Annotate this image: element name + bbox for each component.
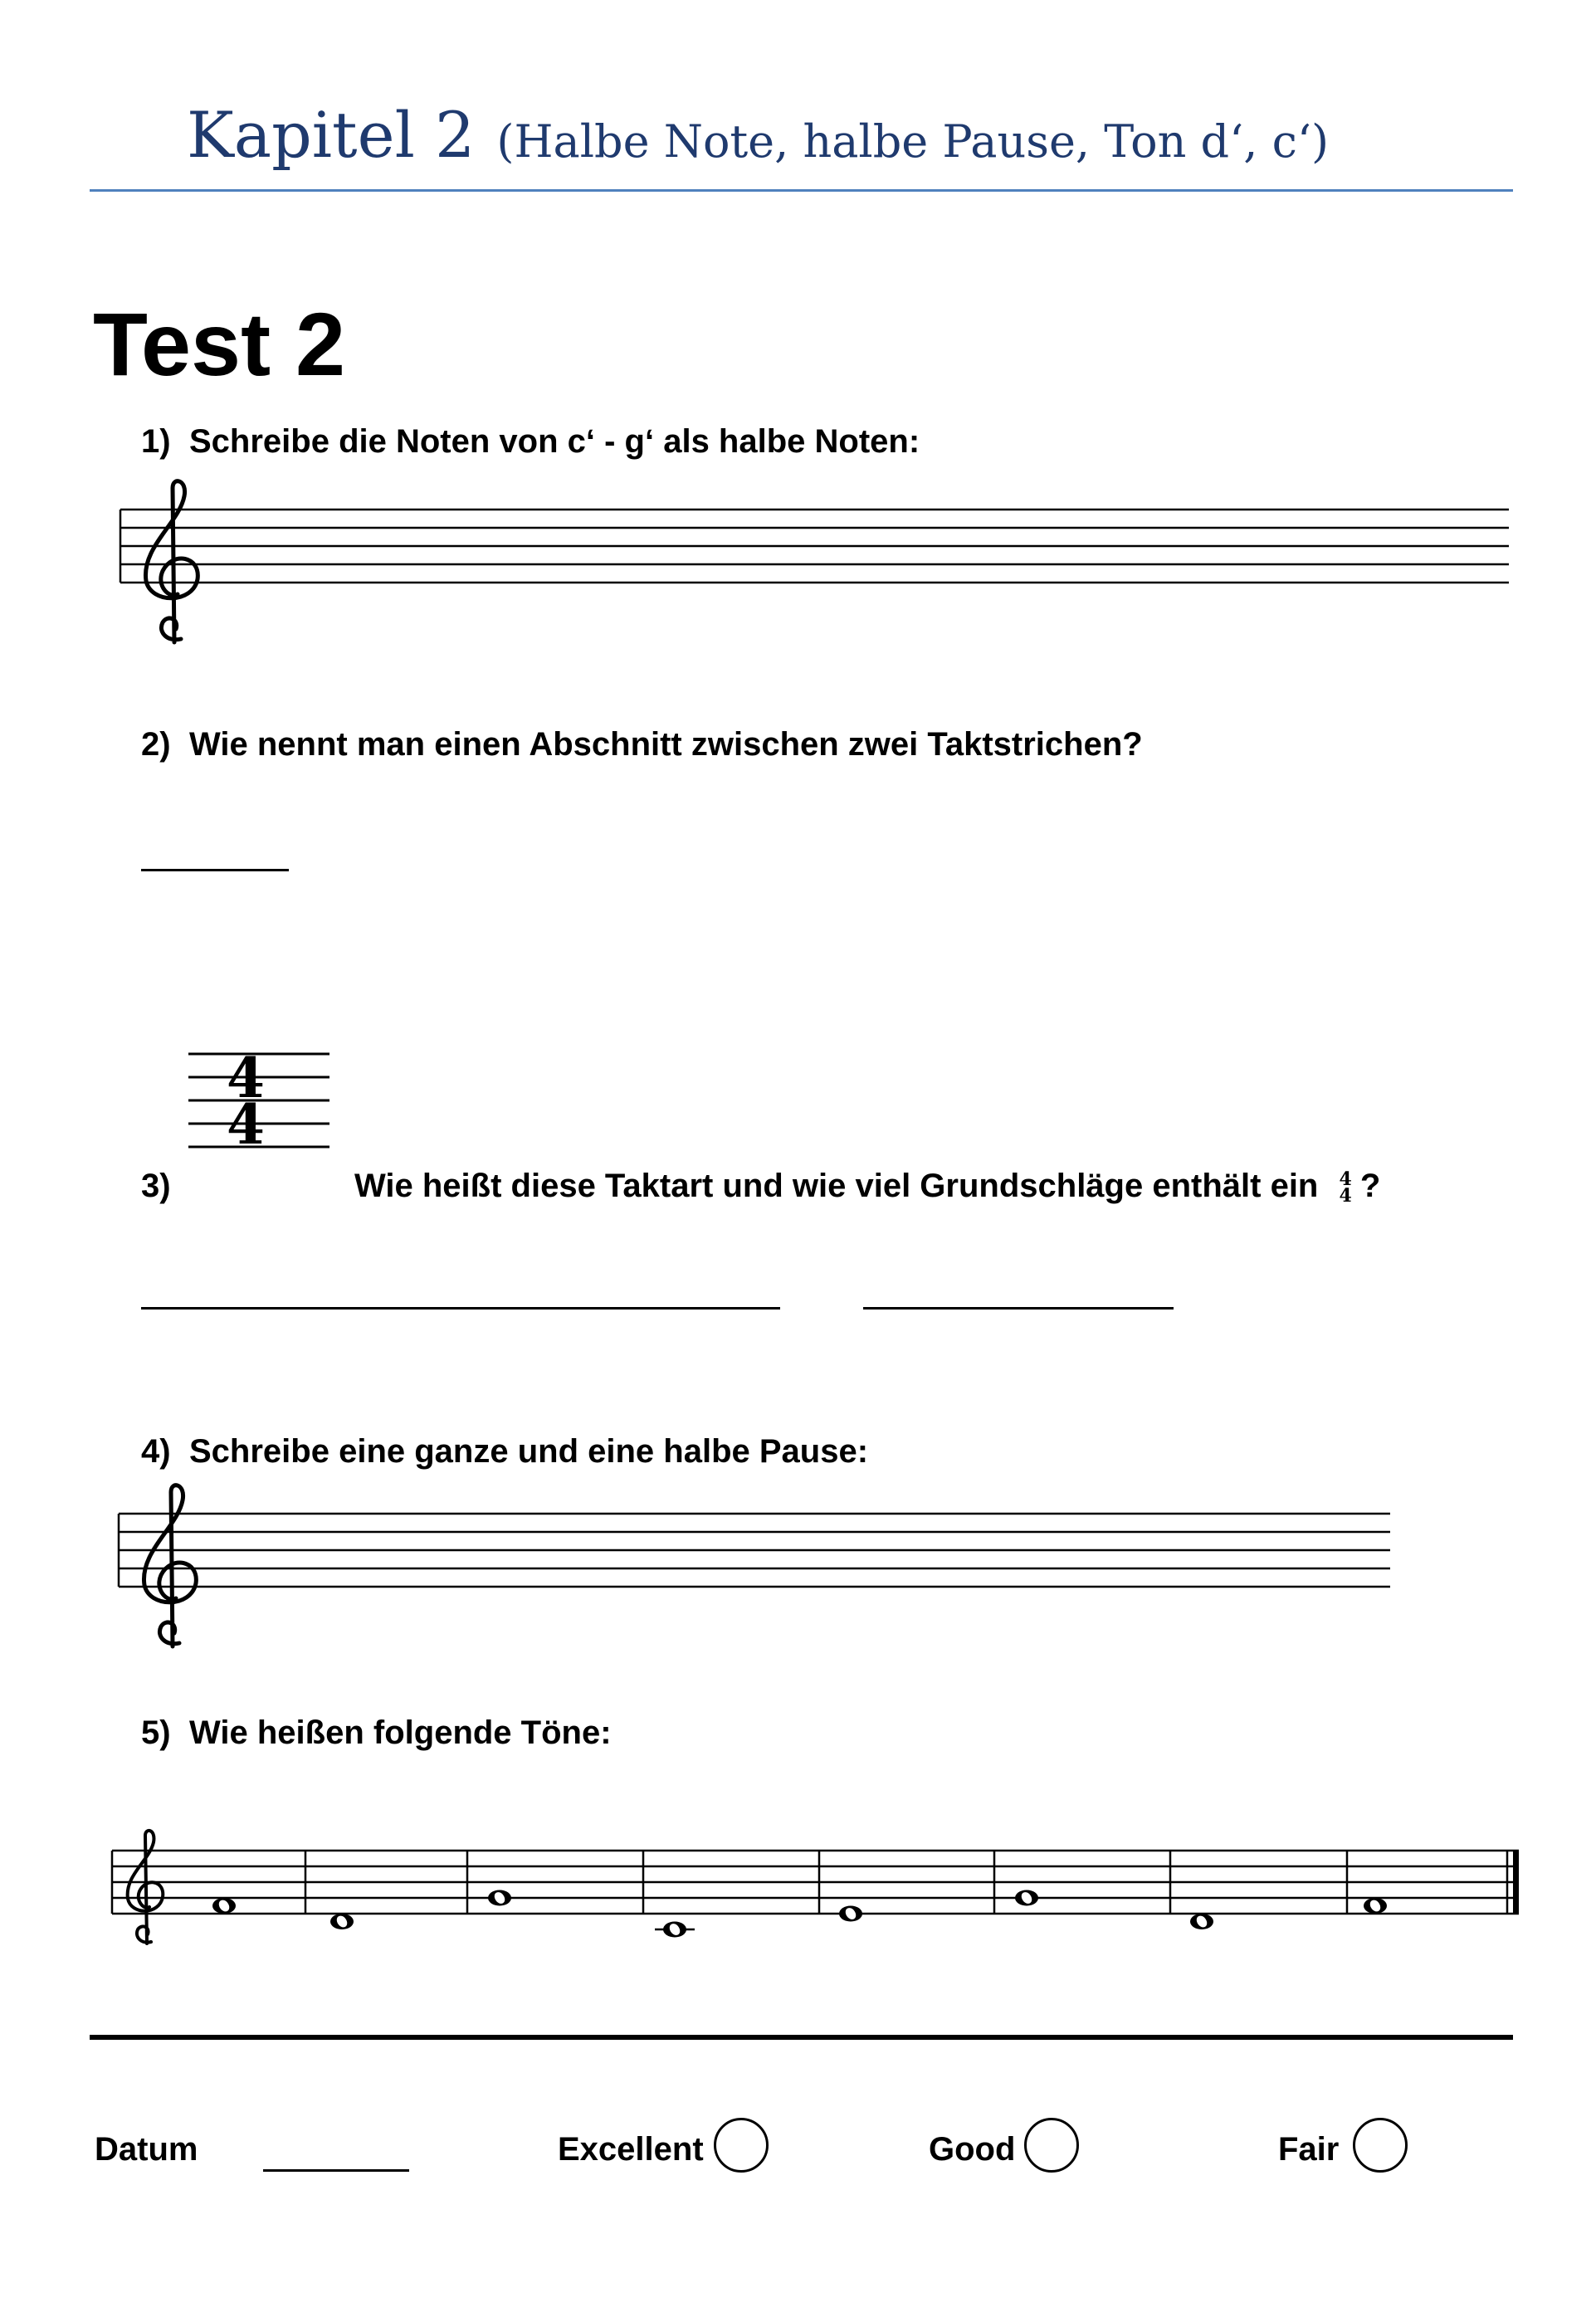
treble-clef-icon <box>145 481 198 642</box>
rating-good-circle[interactable] <box>1024 2118 1079 2173</box>
question-text: Wie nennt man einen Abschnitt zwischen zwei Taktstrichen? <box>189 726 1143 763</box>
rating-fair-circle[interactable] <box>1353 2118 1408 2173</box>
question-number: 5) <box>141 1714 171 1751</box>
whole-note-icon <box>1015 1890 1038 1906</box>
whole-note-icon <box>212 1898 236 1914</box>
question-5 <box>141 1714 612 1752</box>
question-1 <box>141 423 920 461</box>
rating-excellent-circle[interactable] <box>714 2118 769 2173</box>
whole-note-icon <box>1190 1914 1213 1929</box>
whole-note-icon <box>839 1906 862 1922</box>
footer-divider <box>90 2035 1513 2040</box>
whole-note-icon <box>655 1922 695 1938</box>
answer-line-q2[interactable] <box>141 869 289 871</box>
question-3 <box>354 1168 1380 1205</box>
treble-clef-icon <box>144 1485 196 1646</box>
question-number: 2) <box>141 726 171 763</box>
question-number: 4) <box>141 1433 171 1470</box>
header-divider <box>90 189 1513 192</box>
rating-fair-label: Fair <box>1278 2131 1340 2168</box>
question-text: Wie heißen folgende Töne: <box>189 1714 612 1751</box>
staff-q4[interactable] <box>115 1477 1393 1656</box>
whole-note-icon <box>330 1914 354 1929</box>
staff-q1[interactable] <box>116 473 1511 656</box>
date-label: Datum <box>95 2131 198 2168</box>
rating-good-label: Good <box>929 2131 1016 2168</box>
question-2 <box>141 726 1143 763</box>
final-bar-line <box>1513 1851 1519 1914</box>
chapter-header <box>187 98 1329 172</box>
question-text: Wie heißt diese Taktart und wie viel Grundschläge enthält ein <box>354 1168 1319 1204</box>
answer-line-q3-beats[interactable] <box>863 1307 1174 1310</box>
time-signature-staff <box>184 1046 334 1178</box>
test-title: Test 2 <box>93 294 346 394</box>
chapter-subtitle: (Halbe Note, halbe Pause, Ton d‘, c‘) <box>496 115 1330 168</box>
inline-time-signature: 4 4 <box>1339 1168 1352 1207</box>
whole-note-icon <box>488 1890 511 1906</box>
answer-line-q3-name[interactable] <box>141 1307 780 1310</box>
date-field[interactable] <box>263 2169 409 2172</box>
rating-excellent-label: Excellent <box>558 2131 704 2168</box>
question-number: 1) <box>141 423 171 460</box>
time-signature-bottom: 4 <box>227 1092 265 1157</box>
question-end: ? <box>1359 1168 1381 1204</box>
time-signature-top: 4 <box>227 1046 265 1110</box>
question-text: Schreibe die Noten von c‘ - g‘ als halbe Noten: <box>189 423 920 460</box>
treble-clef-icon <box>128 1831 164 1944</box>
chapter-title: Kapitel 2 <box>187 98 476 172</box>
question-4 <box>141 1433 868 1471</box>
question-text: Schreibe eine ganze und eine halbe Pause: <box>189 1433 869 1470</box>
whole-note-icon <box>1364 1898 1387 1914</box>
staff-q5 <box>108 1817 1527 1950</box>
question-3-number: 3) <box>141 1168 171 1204</box>
